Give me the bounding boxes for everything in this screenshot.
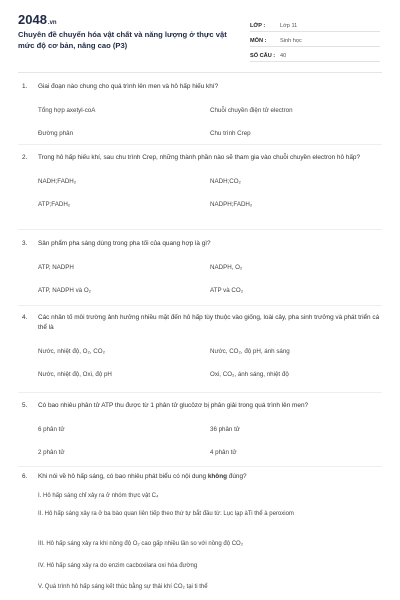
question-divider [18, 392, 382, 393]
answer-option-c[interactable]: ATP, NADPH và O₂ [38, 287, 92, 294]
header-divider [18, 72, 382, 73]
question-text [22, 313, 382, 333]
question-6 [22, 472, 382, 482]
answer-option-a[interactable]: Tổng hợp axetyl-coA [38, 107, 96, 114]
question-prompt-emphasis: không [207, 473, 228, 480]
question-divider [18, 305, 382, 306]
question-text [22, 472, 382, 482]
info-label: MÔN : [250, 38, 267, 44]
statement-4: IV. Hô hấp sáng xảy ra do enzim cacboxilara oxi hóa đường [38, 563, 198, 569]
answer-option-b[interactable]: Chuỗi chuyền điện tử electron [210, 107, 293, 114]
question-divider [18, 466, 382, 467]
question-1 [22, 82, 382, 137]
answer-option-a[interactable]: Nước, nhiệt độ, O₂, CO₂ [38, 348, 105, 355]
statement-2: II. Hô hấp sáng xảy ra ở ba bào quan liên tiếp theo thứ tự bắt đầu từ: Lục lạp àTi thể à peroxiom [38, 511, 294, 517]
info-label: SỐ CÂU : [250, 53, 276, 59]
question-text [22, 239, 382, 249]
answer-options [38, 333, 382, 378]
answer-option-c[interactable]: Đường phân [38, 130, 74, 137]
answer-option-a[interactable]: ATP, NADPH [38, 264, 74, 271]
info-value: 40 [280, 53, 287, 59]
question-text [22, 153, 382, 163]
question-prompt-part: đúng? [227, 473, 247, 480]
info-panel [250, 17, 380, 62]
question-divider [18, 144, 382, 145]
answer-option-b[interactable]: Nước, CO₂, độ pH, ánh sáng [210, 348, 290, 355]
statement-5: V. Quá trình hô hấp sáng kết thúc bằng sự thải khí CO₂ tại ti thể [38, 584, 208, 590]
answer-option-c[interactable]: ATP;FADH₂ [38, 201, 71, 208]
answer-option-d[interactable]: 4 phân tử [210, 449, 237, 456]
info-label: LỚP : [250, 23, 266, 29]
question-number: 6. [22, 473, 28, 480]
question-prompt [38, 472, 382, 482]
answer-option-d[interactable]: ATP và CO₂ [210, 287, 244, 294]
question-3 [22, 239, 382, 294]
question-number: 1. [22, 83, 28, 90]
question-number: 3. [22, 240, 28, 247]
answer-option-b[interactable]: NADPH, O₂ [210, 264, 243, 271]
info-row-count [250, 47, 380, 62]
site-logo[interactable] [18, 12, 57, 27]
answer-option-b[interactable]: NADH;CO₂ [210, 178, 241, 185]
question-number: 4. [22, 314, 28, 321]
statement-3: III. Hô hấp sáng xảy ra khi nồng độ O₂ cao gấp nhiều lần so với nồng độ CO₂ [38, 541, 244, 547]
question-prompt-part: Khi nói về hô hấp sáng, có bao nhiêu phát biểu có nội dung [38, 473, 208, 480]
answer-options [38, 411, 382, 456]
answer-option-a[interactable]: 6 phân tử [38, 426, 65, 433]
question-prompt: Giai đoạn nào chung cho quá trình lên men và hô hấp hiếu khí? [38, 83, 219, 90]
answer-option-d[interactable]: Chu trình Crep [210, 130, 251, 137]
answer-option-c[interactable]: 2 phân tử [38, 449, 65, 456]
info-value: Lớp 11 [280, 23, 298, 29]
question-text [22, 82, 382, 92]
info-row-subject [250, 32, 380, 47]
question-divider [18, 229, 382, 230]
answer-option-a[interactable]: NADH;FADH₂ [38, 178, 77, 185]
answer-options [38, 92, 382, 137]
question-number: 5. [22, 402, 28, 409]
info-value: Sinh học [280, 38, 302, 44]
answer-option-c[interactable]: Nước, nhiệt độ, Oxi, độ pH [38, 371, 112, 378]
question-number: 2. [22, 154, 28, 161]
question-text [22, 401, 382, 411]
question-4 [22, 313, 382, 378]
question-2 [22, 153, 382, 208]
statement-1: I. Hô hấp sáng chỉ xảy ra ở nhóm thực vật C₄ [38, 493, 159, 499]
question-5 [22, 401, 382, 456]
question-prompt: Các nhân tố môi trường ảnh hưởng nhiều mặt đến hô hấp tùy thuộc vào giống, loài cây, pha sinh trưởng và phát triển cá thể là [38, 314, 380, 331]
worksheet-title: Chuyên đề chuyển hóa vật chất và năng lượng ở thực vật mức độ cơ bản, nâng cao (P3) [18, 30, 227, 50]
answer-options [38, 249, 382, 294]
info-row-class [250, 17, 380, 32]
logo-text: 2048 [18, 12, 47, 27]
question-prompt: Có bao nhiêu phân tử ATP thu được từ 1 phân tử glucôzơ bị phân giải trong quá trình lên men? [38, 402, 309, 409]
question-prompt: Trong hô hấp hiếu khí, sau chu trình Crep, những thành phần nào sẽ tham gia vào chuỗi chuyền electron hô hấp? [38, 154, 361, 161]
question-prompt: Sản phẩm pha sáng dùng trong pha tối của quang hợp là gì? [38, 240, 211, 247]
answer-option-d[interactable]: NADPH;FADH₂ [210, 201, 253, 208]
answer-option-b[interactable]: 36 phân tử [210, 426, 240, 433]
answer-option-d[interactable]: Oxi, CO₂, ánh sáng, nhiệt độ [210, 371, 289, 378]
answer-options [38, 163, 382, 208]
logo-suffix: .vn [47, 20, 57, 26]
